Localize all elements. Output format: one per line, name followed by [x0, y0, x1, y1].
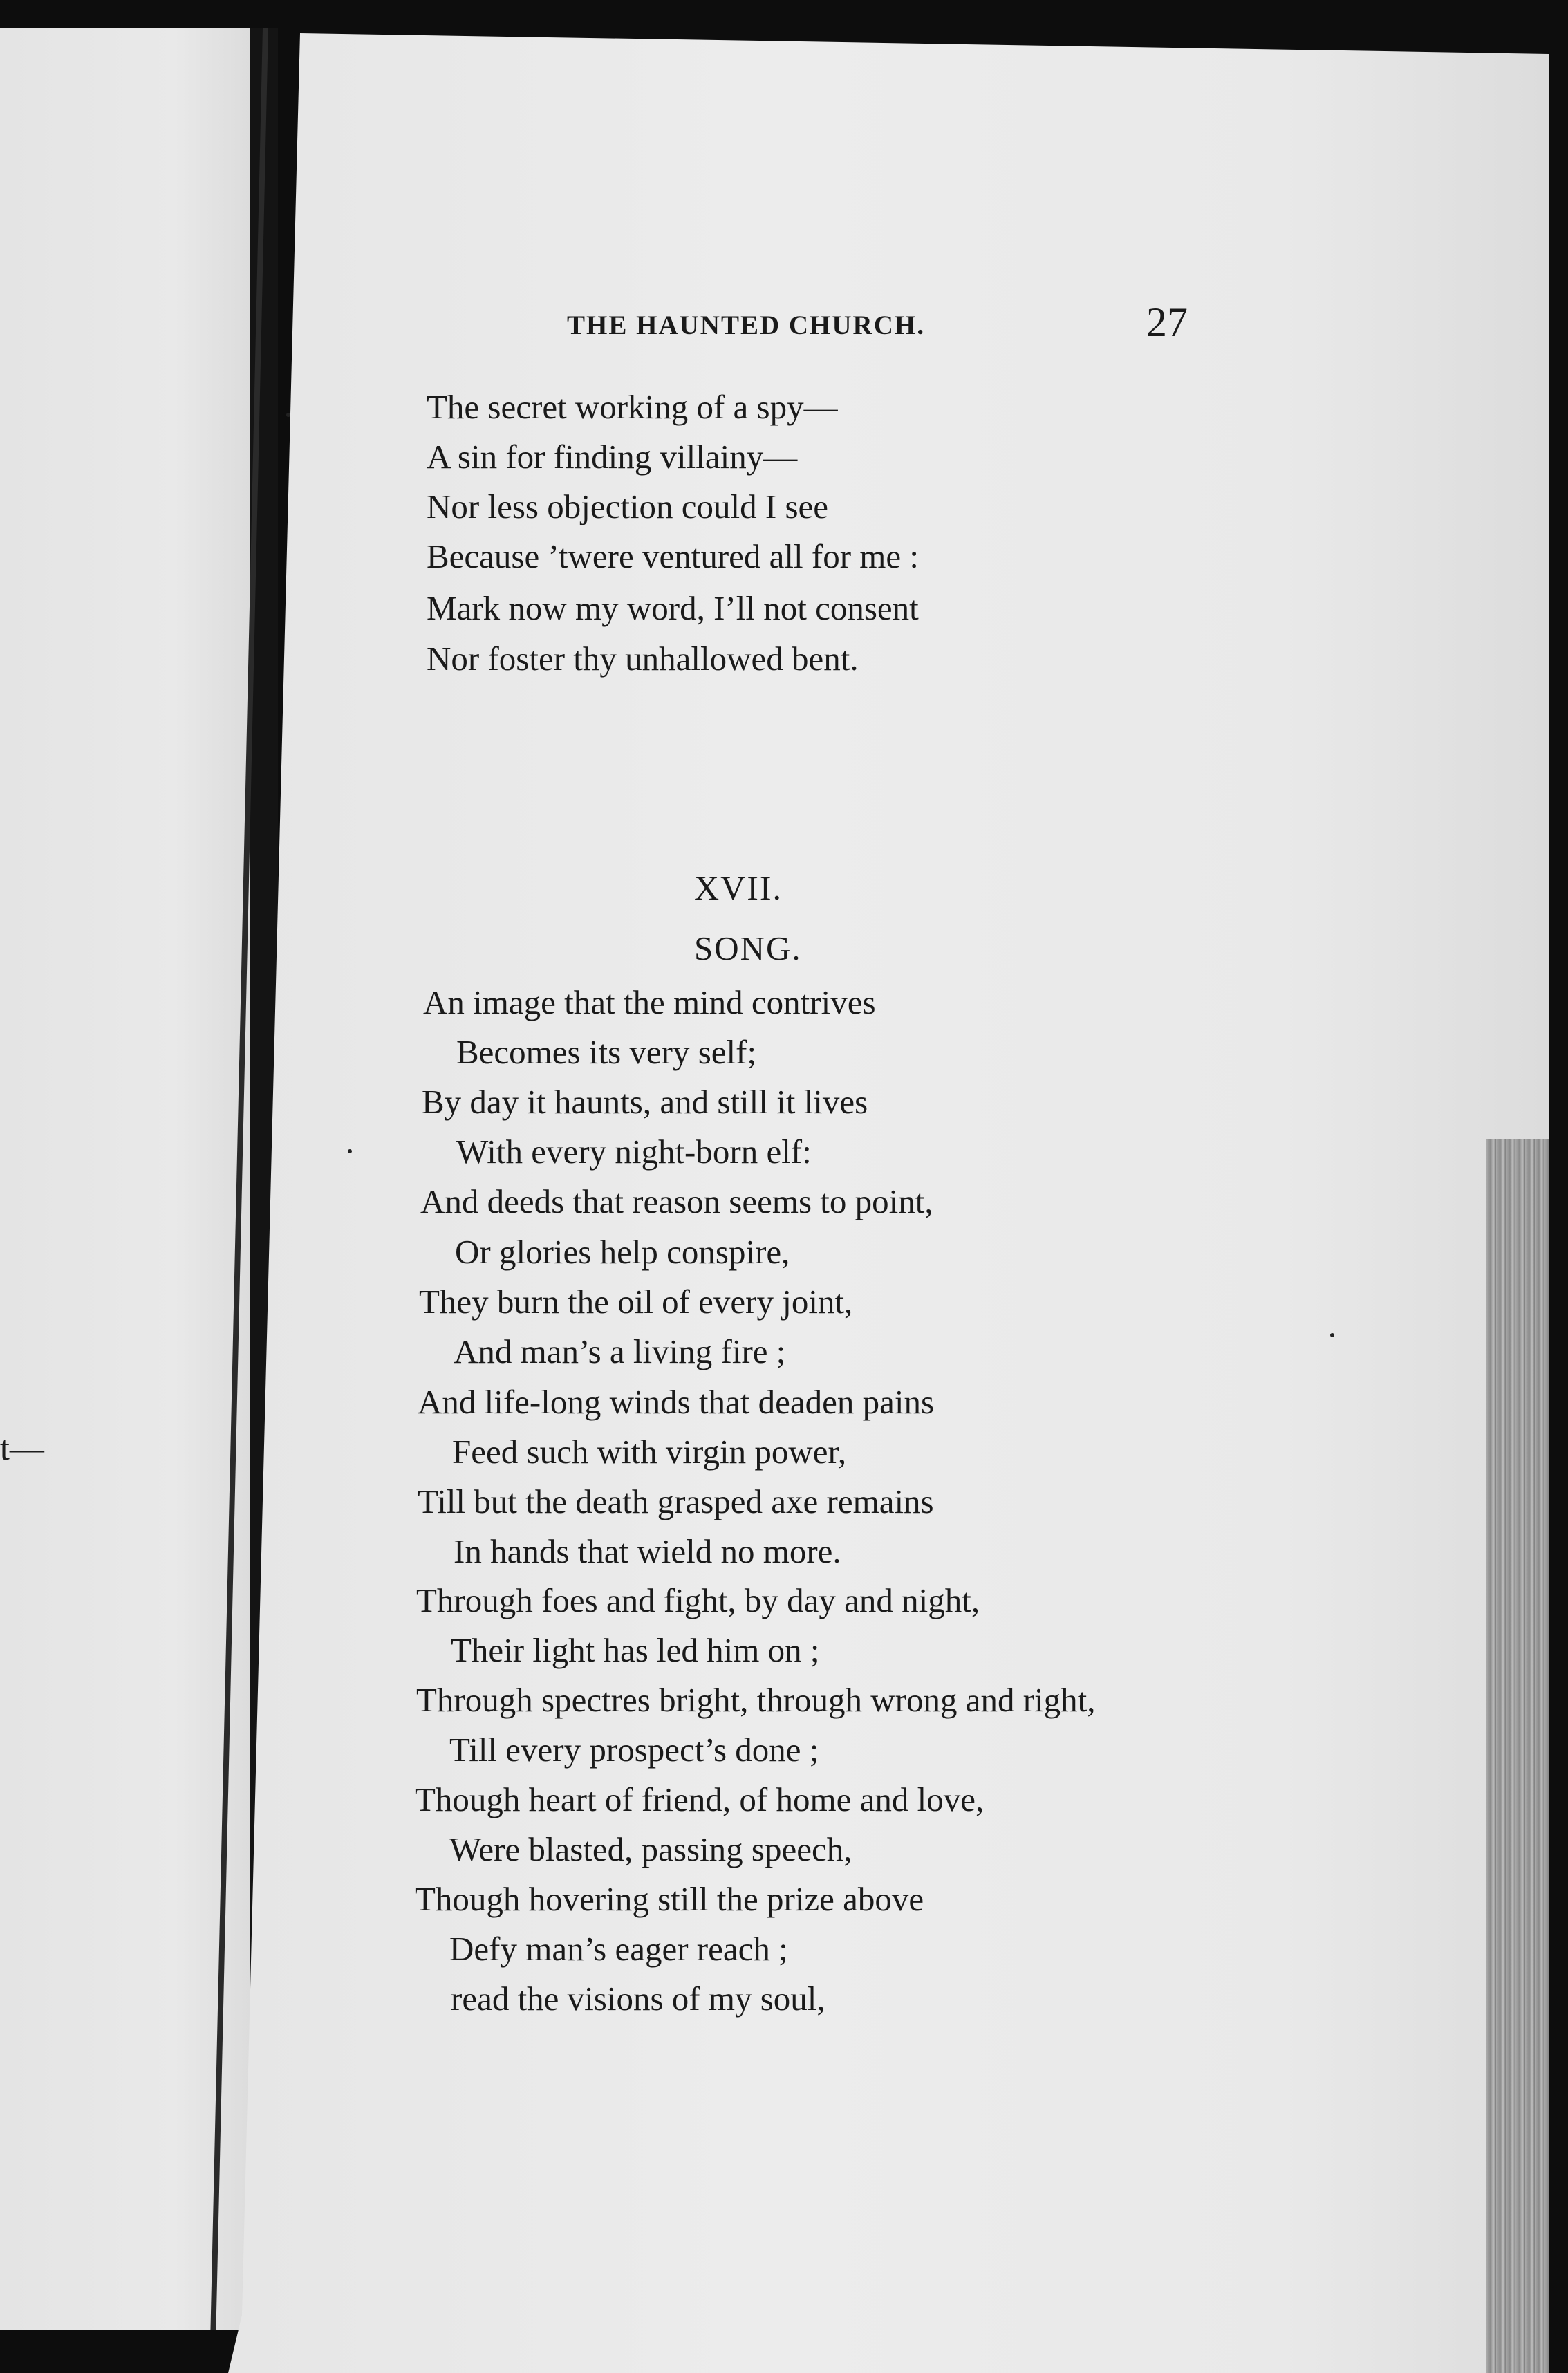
- ink-speck: [1330, 1333, 1334, 1337]
- verse-line: And deeds that reason seems to point,: [420, 1182, 933, 1220]
- verse-line: Nor foster thy unhallowed bent.: [427, 640, 859, 678]
- verse-line: Their light has led him on ;: [451, 1631, 820, 1669]
- verse-line: A sin for finding villainy—: [427, 438, 798, 476]
- verse-line: Till but the death grasped axe remains: [418, 1482, 934, 1520]
- verse-line: Defy man’s eager reach ;: [449, 1930, 788, 1968]
- verse-line: In hands that wield no more.: [454, 1532, 841, 1570]
- verse-line: Though hovering still the prize above: [415, 1880, 924, 1918]
- section-title: SONG.: [694, 929, 802, 967]
- ink-speck: [348, 1149, 352, 1153]
- section-number: XVII.: [694, 868, 783, 907]
- verse-line: Or glories help conspire,: [455, 1233, 790, 1271]
- verse-line: Because ’twere ventured all for me :: [427, 537, 920, 575]
- running-head: THE HAUNTED CHURCH.: [567, 310, 925, 340]
- ink-speck: [286, 413, 290, 417]
- verse-line: With every night-born elf:: [456, 1133, 812, 1171]
- verse-line: Nor less objection could I see: [427, 487, 829, 525]
- verse-line: Though heart of friend, of home and love,: [415, 1780, 984, 1818]
- verse-line: The secret working of a spy—: [427, 388, 838, 426]
- verse-line: They burn the oil of every joint,: [419, 1283, 853, 1321]
- verse-line: Through spectres bright, through wrong and right,: [416, 1681, 1096, 1719]
- verse-line: Through foes and fight, by day and night,: [416, 1581, 980, 1619]
- verse-line: Mark now my word, I’ll not consent: [427, 589, 919, 627]
- verse-line: Till every prospect’s done ;: [449, 1731, 819, 1769]
- left-page-edge-text: t—: [0, 1429, 44, 1467]
- page-number: 27: [1146, 299, 1188, 345]
- verse-line: Feed such with virgin power,: [452, 1433, 847, 1471]
- verse-line: And man’s a living fire ;: [454, 1332, 786, 1370]
- verse-line: read the visions of my soul,: [451, 1980, 825, 2018]
- verse-line: And life-long winds that deaden pains: [418, 1383, 935, 1421]
- verse-line: Were blasted, passing speech,: [449, 1830, 852, 1868]
- verse-line: An image that the mind contrives: [423, 983, 876, 1021]
- verse-line: By day it haunts, and still it lives: [422, 1083, 868, 1121]
- verse-line: Becomes its very self;: [456, 1033, 757, 1071]
